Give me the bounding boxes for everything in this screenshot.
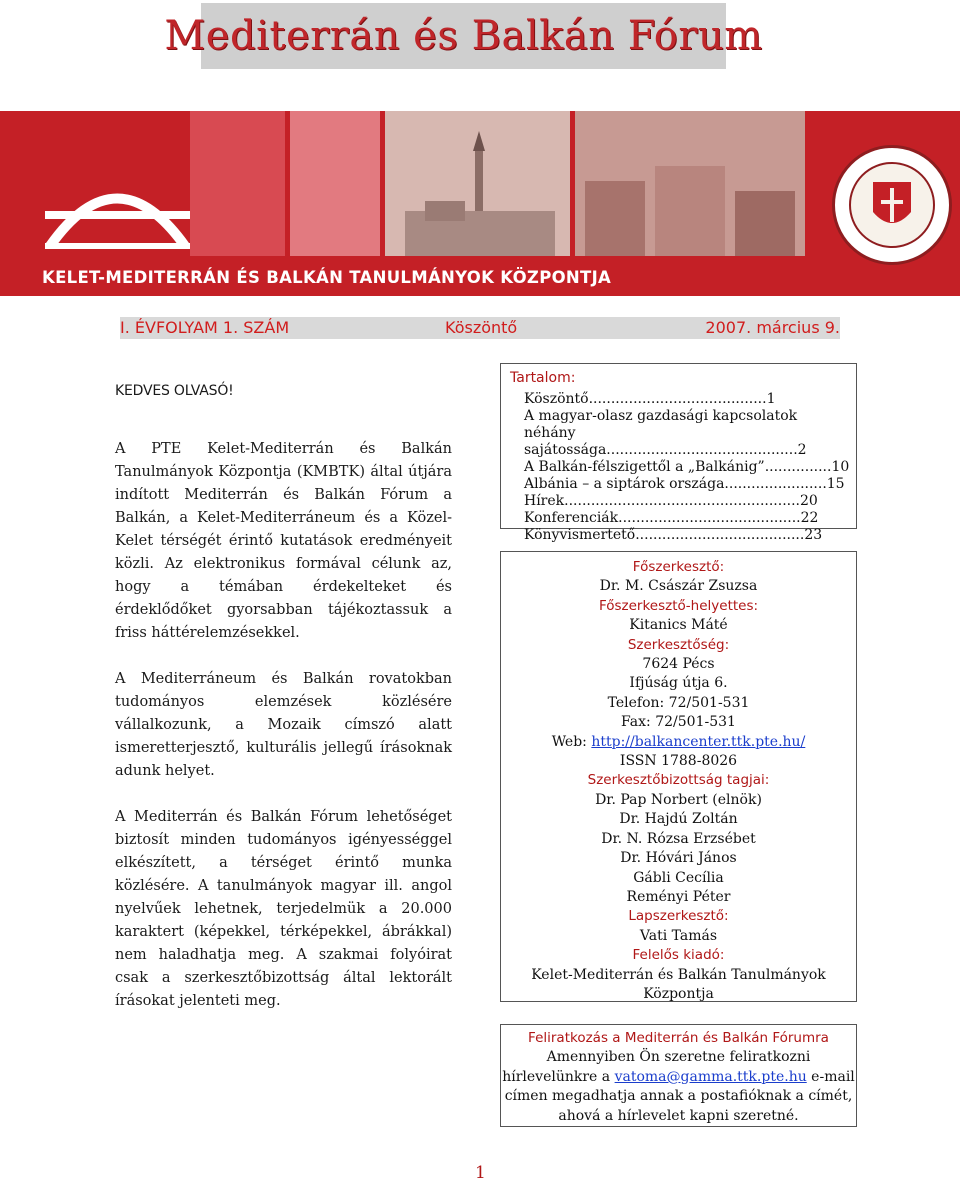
subscribe-line: Amennyiben Ön szeretne feliratkozni: [546, 1049, 811, 1066]
article-paragraph: A Mediterrán és Balkán Fórum lehetőséget biztosít minden tudományos igényességgel elkészített, a térséget érintő munka közlésére. A tanulmányok magyar ill. angol nyelvűek lehetnek, terjedelmük a 20.000 karaktert (képekkel, térképekkel, ábrákkal) nem haladhatja meg. A szakmai folyóirat csak a szerkesztőbizottság által lektorált írásokat jelenteti meg.: [115, 809, 452, 1009]
masthead: [164, 3, 763, 69]
subscribe-heading: Feliratkozás a Mediterrán és Balkán Fórumra: [528, 1030, 829, 1046]
web-label: Web:: [551, 733, 592, 750]
banner-photo: [575, 111, 805, 256]
subscribe-text: hírlevelünkre a: [502, 1068, 615, 1085]
board-member: Gábli Cecília: [633, 869, 724, 886]
web-line: [501, 733, 856, 752]
banner: [0, 111, 960, 296]
board-member: Dr. Hajdú Zoltán: [619, 811, 738, 828]
salutation: KEDVES OLVASÓ!: [115, 383, 234, 399]
minaret-icon: [385, 111, 570, 256]
editor-heading: Főszerkesztő:: [632, 559, 725, 575]
masthead-title: Mediterrán és Balkán Fórum: [164, 13, 763, 59]
toc-item[interactable]: Konferenciák.........................................22: [524, 510, 819, 526]
toc-item[interactable]: Könyvismertető......................................23: [524, 527, 823, 543]
staff-box: [500, 551, 857, 1002]
publisher-name: Kelet-Mediterrán és Balkán Tanulmányok Központja: [531, 966, 826, 1002]
toc-item[interactable]: Hírek.....................................................20: [524, 493, 818, 509]
issue-date: 2007. március 9.: [705, 318, 840, 337]
fax: Fax: 72/501-531: [621, 714, 736, 731]
office-street: Ifjúság útja 6.: [629, 675, 728, 692]
subscribe-box: [500, 1024, 857, 1127]
subscribe-line: címen megadhatja annak a postafióknak a címét,: [504, 1088, 853, 1105]
issue-section: Köszöntő: [445, 318, 518, 337]
office-city: 7624 Pécs: [642, 656, 715, 673]
web-link[interactable]: http://balkancenter.ttk.pte.hu/: [591, 733, 806, 750]
issue-volume: I. ÉVFOLYAM 1. SZÁM: [120, 318, 290, 337]
deputy-heading: Főszerkesztő-helyettes:: [598, 597, 759, 614]
article: [115, 380, 452, 1036]
banner-tile: [290, 111, 380, 256]
article-paragraph: A PTE Kelet-Mediterrán és Balkán Tanulmányok Központja (KMBTK) által útjára indított Mediterrán és Balkán Fórum a Balkán, a Kelet-Mediterráneum és a Közel-Kelet térségét érintő kutatások eredményeit közli. Az elektronikus formával célunk az, hogy a témában érdekelteket és érdeklődőket gyorsabban tájékoztassuk a friss háttérelemzésekkel.: [115, 441, 452, 641]
phone: Telefon: 72/501-531: [607, 694, 750, 711]
banner-photo: [385, 111, 570, 256]
board-heading: Szerkesztőbizottság tagjai:: [587, 772, 770, 789]
university-seal: [832, 145, 952, 265]
toc-item[interactable]: A Balkán-félszigettől a „Balkánig”...............10: [524, 459, 850, 475]
office-heading: Szerkesztőség:: [627, 636, 730, 653]
subscribe-text: e-mail: [806, 1068, 855, 1085]
town-icon: [575, 111, 805, 256]
board-member: Dr. Hóvári János: [620, 850, 737, 867]
board-member: Dr. Pap Norbert (elnök): [595, 791, 762, 808]
subscribe-line: [501, 1068, 856, 1087]
toc-heading: Tartalom:: [510, 370, 576, 386]
banner-caption: KELET-MEDITERRÁN ÉS BALKÁN TANULMÁNYOK KÖZPONTJA: [42, 268, 612, 287]
seal-emblem: [849, 162, 935, 248]
shield-icon: [851, 164, 933, 246]
deputy-name: Kitanics Máté: [629, 617, 728, 634]
toc-box: [500, 363, 857, 543]
editor-name: Dr. M. Császár Zsuzsa: [599, 578, 758, 595]
article-paragraph: A Mediterráneum és Balkán rovatokban tudományos elemzések közlésére vállalkozunk, a Mozaik címszó alatt ismeretterjesztő, kulturális jellegű írásoknak adunk helyet.: [115, 671, 452, 779]
toc-item[interactable]: Köszöntő........................................1: [524, 391, 776, 407]
bridge-icon: [45, 171, 190, 251]
email-link[interactable]: vatoma@gamma.ttk.pte.hu: [614, 1068, 807, 1085]
lap-editor-name: Vati Tamás: [639, 927, 718, 944]
subscribe-line: ahová a hírlevelet kapni szeretné.: [558, 1107, 799, 1124]
page-number: 1: [475, 1163, 486, 1183]
toc-item[interactable]: Albánia – a siptárok országa.......................15: [524, 476, 845, 492]
issn: ISSN 1788-8026: [619, 753, 738, 770]
issue-bar: [120, 317, 840, 339]
publisher-heading: Felelős kiadó:: [632, 947, 725, 964]
lap-editor-heading: Lapszerkesztő:: [628, 908, 729, 925]
banner-tile: [190, 111, 285, 256]
toc-item[interactable]: A magyar-olasz gazdasági kapcsolatok néhány sajátossága...........................................2: [524, 408, 807, 458]
board-member: Dr. N. Rózsa Erzsébet: [601, 830, 756, 847]
board-member: Reményi Péter: [626, 888, 731, 905]
